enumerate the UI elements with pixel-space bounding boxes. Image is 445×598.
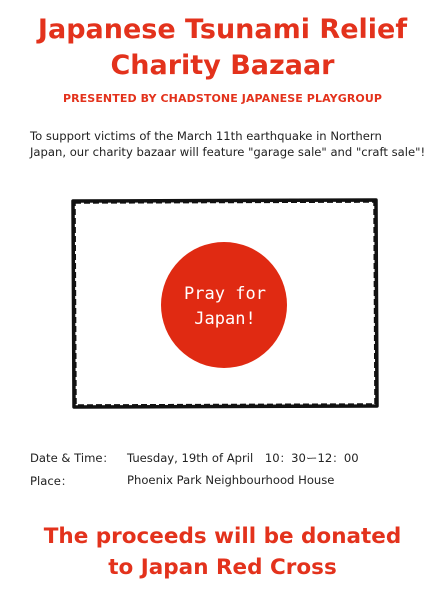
- intro-line-1: To support victims of the March 11th earthquake in Northern: [30, 129, 382, 143]
- pray-text-line-2: Japan!: [194, 309, 256, 329]
- intro-text: [30, 128, 430, 160]
- intro-line-2: Japan, our charity bazaar will feature "garage sale" and "craft sale"!: [30, 145, 426, 159]
- date-time-label: Date & Time：: [30, 451, 115, 465]
- footer-line-2: to Japan Red Cross: [108, 555, 337, 580]
- place-label: Place：: [30, 474, 73, 488]
- pray-text-line-1: Pray for: [184, 284, 266, 304]
- pray-for-japan-text: [161, 282, 289, 332]
- date-time-value: Tuesday, 19th of April 10：30ー12：00: [127, 451, 359, 465]
- place-value: Phoenix Park Neighbourhood House: [127, 473, 335, 487]
- title-line-2: Charity Bazaar: [110, 50, 335, 81]
- footer-line-1: The proceeds will be donated: [43, 524, 402, 549]
- title-line-1: Japanese Tsunami Relief: [37, 14, 408, 45]
- presented-by: PRESENTED BY CHADSTONE JAPANESE PLAYGROUP: [62, 92, 383, 105]
